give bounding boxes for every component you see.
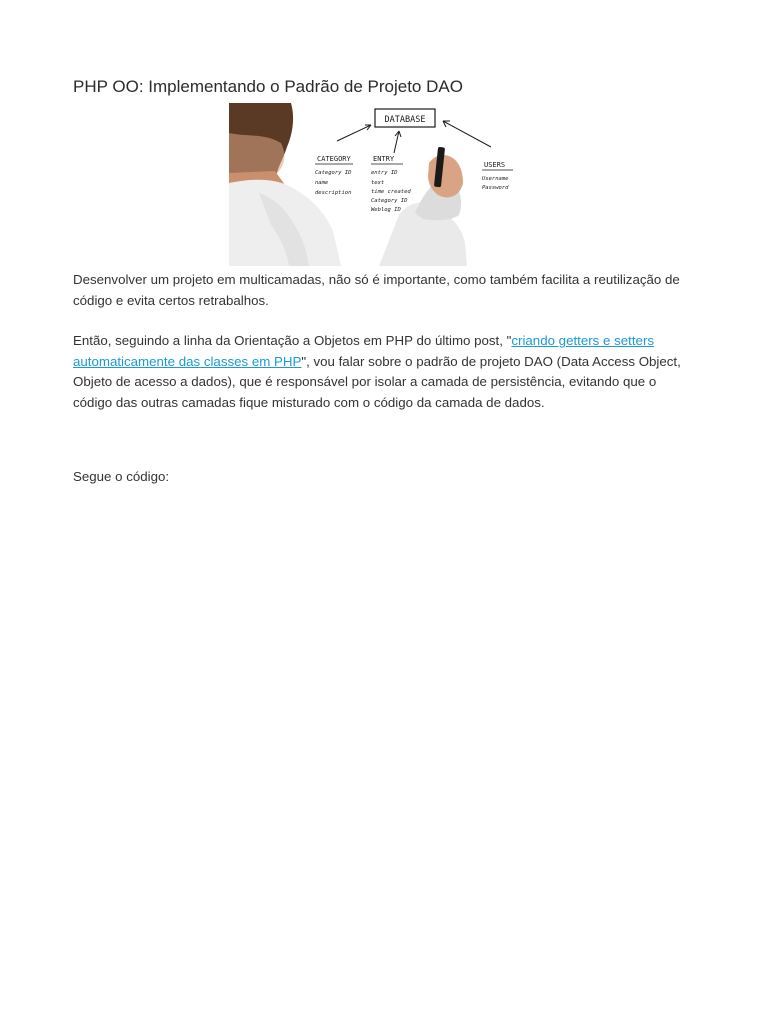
- code-intro-paragraph: Segue o código:: [73, 469, 170, 484]
- entry-field: Category ID: [371, 198, 408, 204]
- category-field: Category ID: [315, 170, 352, 176]
- users-field: Username: [482, 176, 509, 182]
- dao-paragraph-text-after: ", vou falar sobre o padrão de projeto DAO (Data Access Object, Objeto de acesso a dados), que é responsável por isolar a camada de persistência, evitando que o código das outras camadas fique misturado com o código da camada de dados.: [73, 353, 681, 410]
- category-table: [315, 155, 353, 196]
- article-image: [229, 103, 523, 266]
- database-label: DATABASE: [384, 115, 426, 125]
- category-field: description: [315, 190, 352, 196]
- category-field: name: [315, 180, 329, 186]
- dao-paragraph-text-before: Então, seguindo a linha da Orientação a Objetos em PHP do último post, ": [73, 333, 512, 348]
- entry-field: entry ID: [371, 170, 398, 176]
- users-heading: USERS: [484, 161, 506, 169]
- article-title: PHP OO: Implementando o Padrão de Projeto DAO: [73, 77, 463, 96]
- database-diagram-illustration: [229, 103, 523, 266]
- entry-heading: ENTRY: [373, 155, 395, 163]
- entry-field: time created: [371, 189, 411, 195]
- users-field: Password: [482, 185, 509, 191]
- intro-paragraph: Desenvolver um projeto em multicamadas, não só é importante, como também facilita a reutilização de código e evita certos retrabalhos.: [73, 272, 680, 308]
- entry-field: Weblog ID: [371, 207, 401, 213]
- entry-field: text: [371, 180, 385, 186]
- dao-paragraph: [73, 331, 698, 413]
- category-heading: CATEGORY: [317, 155, 351, 163]
- getters-setters-post-link[interactable]: criando getters e setters automaticamente das classes em PHP: [73, 333, 655, 369]
